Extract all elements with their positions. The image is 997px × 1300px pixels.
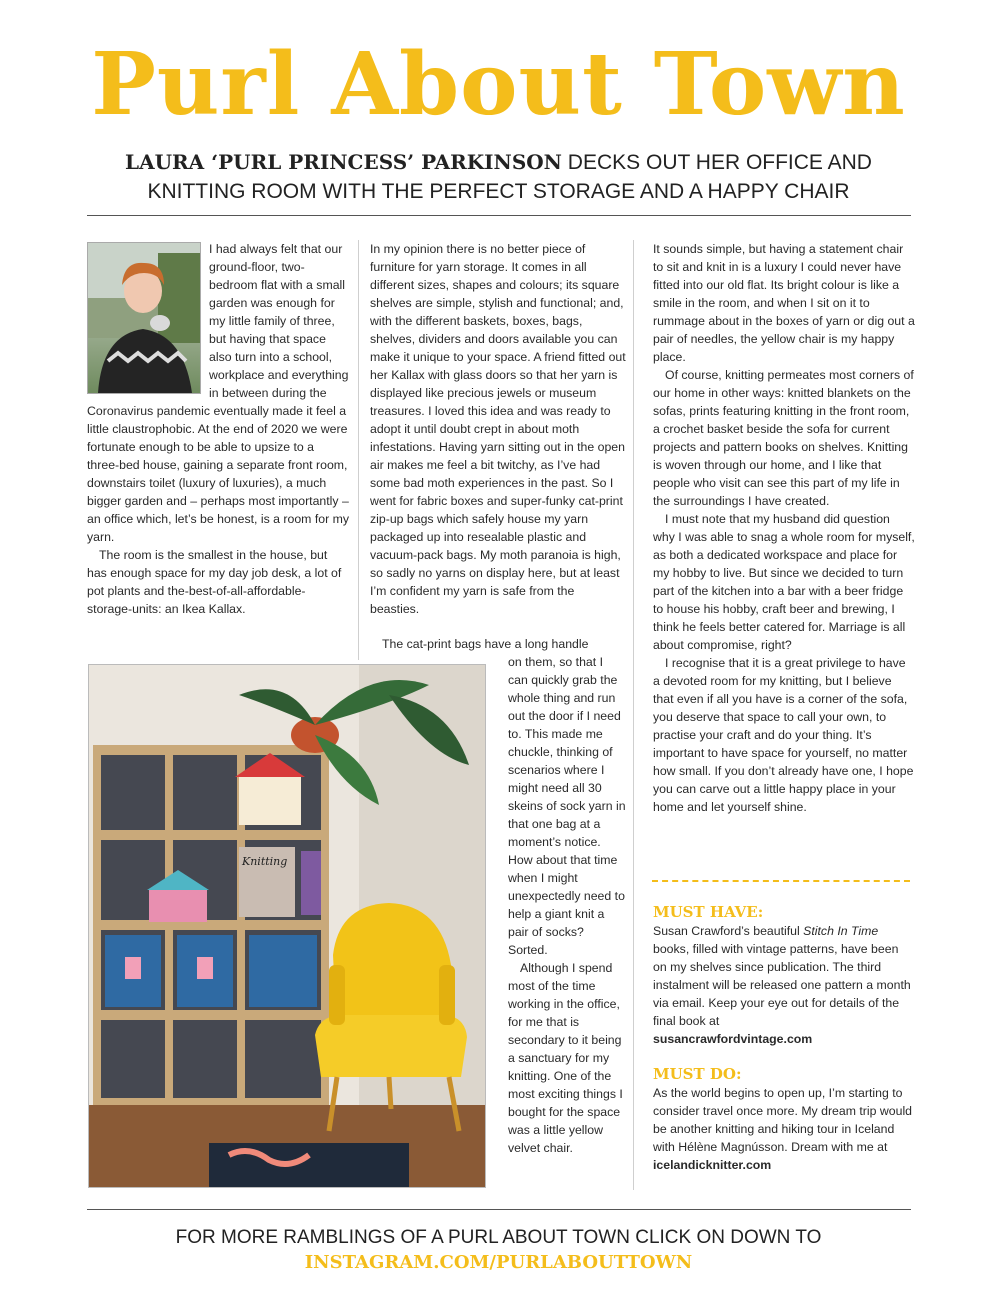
header-divider xyxy=(87,215,911,216)
column-1-paragraph-1: I had always felt that our ground-floor, two-bedroom flat with a small garden was enough for my little family of three, but having that space also turn into a school, workplace and everything in between during the Coronavirus pandemic eventually made it feel a little claustrophobic. At the end of 2020 we were fortunate enough to be able to upsize to a three-bed house, gaining a separate front room, downstairs toilet (luxury of luxuries), a much bigger garden and – perhaps most importantly – an office which, let’s be honest, is a room for my yarn. xyxy=(87,242,350,544)
subtitle-text-2: KNITTING ROOM WITH THE PERFECT STORAGE AND A HAPPY CHAIR xyxy=(147,180,850,203)
column-3-paragraph-3: I must note that my husband did question why I was able to snag a whole room for myself, as both a dedicated workspace and place for my hobby to live. But since we decided to turn part of the kitchen into a bar with a beer fridge to house his hobby, craft beer and brewing, I think he feels better catered for. Marriage is all about compromise, right? xyxy=(653,512,915,652)
author-portrait-illustration xyxy=(88,243,200,393)
must-have-box xyxy=(653,902,915,1048)
must-do-box xyxy=(653,1064,915,1174)
sidebar-divider xyxy=(652,880,910,882)
icelandic-knitter-link[interactable]: icelandicknitter.com xyxy=(653,1158,772,1172)
column-3-paragraph-2: Of course, knitting permeates most corners of our home in other ways: knitted blankets on the sofas, prints featuring knitting in the front room, a crochet basket beside the sofa for current projects and pattern books on shelves. Knitting is woven through our home, and I like that people who visit can see this part of my life in the surroundings I have created. xyxy=(653,368,914,508)
susan-crawford-link[interactable]: susancrawfordvintage.com xyxy=(653,1032,813,1046)
article-title: Purl About Town xyxy=(91,34,906,135)
footer-divider xyxy=(87,1209,911,1210)
must-have-text: Susan Crawford’s beautiful Stitch In Time books, filled with vintage patterns, have been on my shelves since publication. The third instalment will be released one pattern a month via email. Keep your eye out for details of the final book at xyxy=(653,924,911,1028)
column-3-paragraph-1: It sounds simple, but having a statement chair to sit and knit in is a luxury I could never have fitted into our old flat. Its bright colour is like a smile in the room, and when I sit on it to rummage about in the boxes of yarn or dig out a pair of needles, the yellow chair is my happy place. xyxy=(653,242,915,364)
column-2-lead-line xyxy=(370,635,626,653)
footer-text: FOR MORE RAMBLINGS OF A PURL ABOUT TOWN CLICK ON DOWN TO xyxy=(175,1227,822,1248)
room-photo xyxy=(88,664,486,1188)
column-2-narrow xyxy=(508,653,626,1157)
must-do-text: As the world begins to open up, I’m starting to consider travel once more. My dream trip would be another knitting and hiking tour in Iceland with Hélène Magnússon. Dream with me at xyxy=(653,1086,913,1154)
column-1 xyxy=(87,240,349,618)
column-3 xyxy=(653,240,915,816)
article-subtitle xyxy=(60,148,937,206)
room-photo-illustration xyxy=(89,665,485,1187)
must-have-book-title: Stitch In Time xyxy=(803,924,879,938)
column-3-paragraph-4: I recognise that it is a great privilege to have a devoted room for my knitting, but I believe that even if all you have is a corner of the sofa, you deserve that space to call your own, to practise your craft and do your thing. It’s important to have space for yourself, no matter how small. If you don’t already have one, I hope you can carve out a little happy place in your home and let yourself shine. xyxy=(653,656,914,814)
instagram-link[interactable]: INSTAGRAM.COM/PURLABOUTTOWN xyxy=(304,1252,693,1273)
column-2 xyxy=(370,240,626,618)
column-2-paragraph-2-lead: The cat-print bags have a long handle xyxy=(382,637,589,651)
column-2-paragraph-3: Although I spend most of the time working in the office, for me that is secondary to it being a sanctuary for my knitting. One of the most exciting things I bought for the space was a little yellow velvet chair. xyxy=(508,961,623,1155)
magazine-title: Knitting xyxy=(242,855,288,868)
column-2-paragraph-2: on them, so that I can quickly grab the whole thing and run out the door if I need to. This made me chuckle, thinking of scenarios where I might need all 30 skeins of sock yarn in that one bag at a moment’s notice. How about that time when I might unexpectedly need to help a giant knit a pair of socks? Sorted. xyxy=(508,655,626,957)
column-divider-1 xyxy=(358,240,359,660)
column-2-paragraph-1: In my opinion there is no better piece of furniture for yarn storage. It comes in all different sizes, shapes and colours; its square shelves are simple, stylish and functional; and, with the different baskets, boxes, bags, shelves, dividers and doors available you can make it unique to your space. A friend fitted out her Kallax with glass doors so that her yarn is displayed like precious jewels or museum treasures. I loved this idea and was ready to adopt it until doubt crept in about moth infestations. Having yarn sitting out in the open air makes me feel a bit twitchy, as I’ve had some bad moth experiences in the past. So I went for fabric boxes and super-funky cat-print zip-up bags which safely house my yarn packaged up into resealable plastic and vacuum-pack bags. My moth paranoia is high, so sadly no yarns on display here, but at least I’m confident my yarn is safe from the beasties. xyxy=(370,242,626,616)
subtitle-text-1: DECKS OUT HER OFFICE AND xyxy=(561,151,872,174)
column-divider-2 xyxy=(633,240,634,1190)
must-do-heading: MUST DO: xyxy=(653,1065,742,1083)
author-portrait xyxy=(87,242,201,394)
column-1-paragraph-2: The room is the smallest in the house, but has enough space for my day job desk, a lot of pot plants and the-best-of-all-affordable-storage-units: an Ikea Kallax. xyxy=(87,548,342,616)
must-have-heading: MUST HAVE: xyxy=(653,903,764,921)
subtitle-author: LAURA ‘PURL PRINCESS’ PARKINSON xyxy=(125,150,562,174)
